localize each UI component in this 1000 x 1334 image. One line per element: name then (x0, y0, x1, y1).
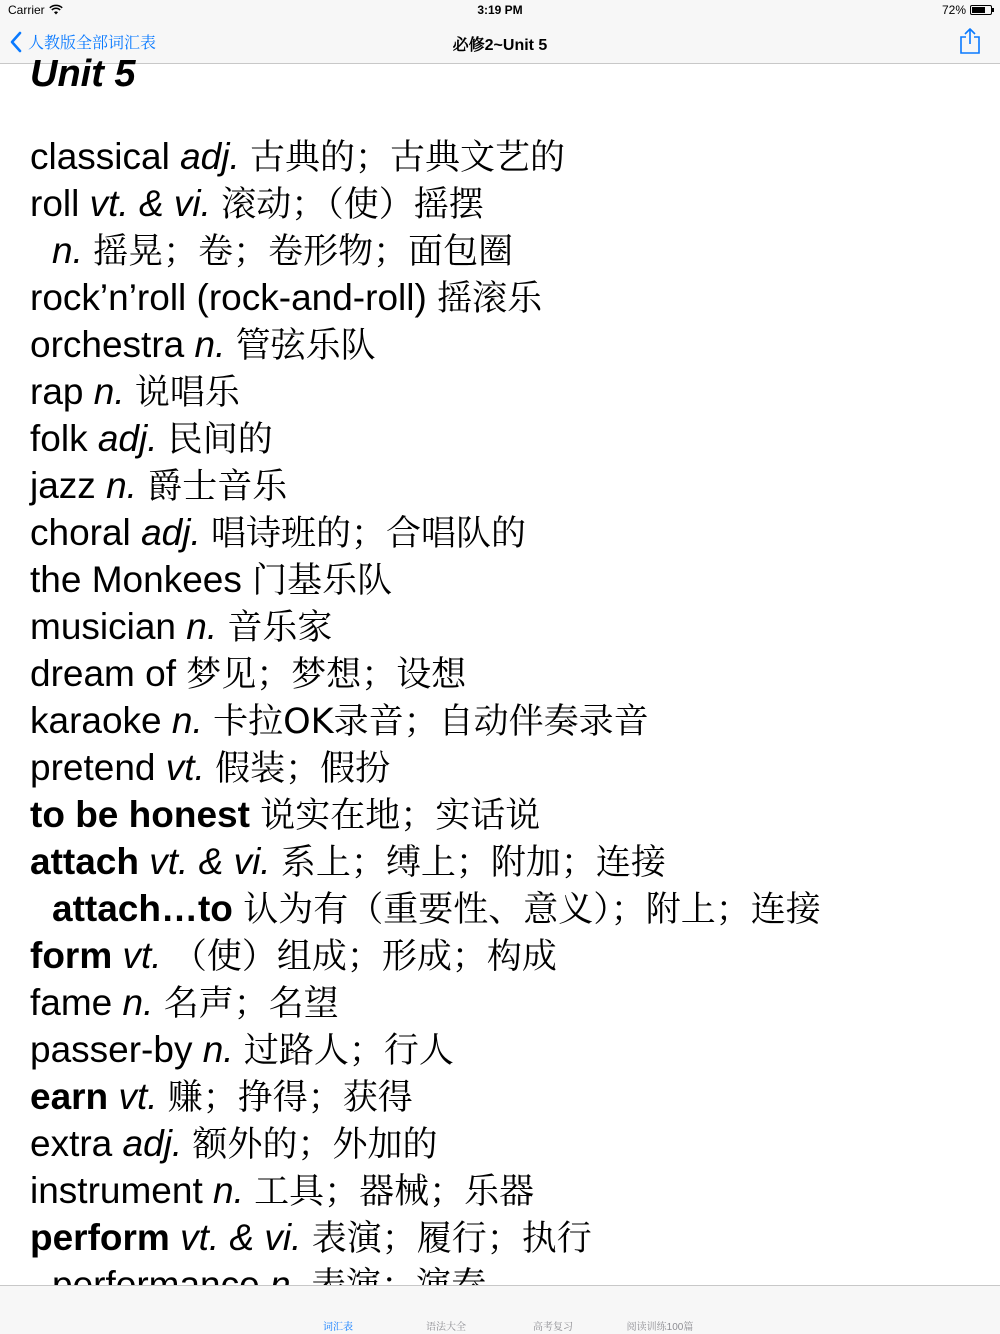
tab-item[interactable]: 高考复习 (533, 1322, 573, 1333)
vocab-part-of-speech: n. (106, 465, 137, 506)
vocab-entry (30, 227, 990, 274)
vocab-meaning: 管弦乐队 (235, 326, 376, 366)
vocab-meaning: 假装；假扮 (215, 749, 391, 789)
vocab-meaning: 工具；器械；乐器 (254, 1172, 535, 1212)
vocab-part-of-speech: vt. (118, 1076, 158, 1117)
vocab-entry (30, 838, 990, 885)
vocab-word: orchestra (30, 324, 185, 365)
vocab-entry (30, 979, 990, 1026)
vocab-word: jazz (30, 465, 96, 506)
vocab-word: roll (30, 183, 80, 224)
vocab-part-of-speech: vt. & vi. (89, 183, 211, 224)
vocab-entry (30, 1026, 990, 1073)
vocab-entry (30, 932, 990, 979)
vocab-meaning: 认为有（重要性、意义）；附上；连接 (243, 890, 821, 930)
vocab-entry (30, 1214, 990, 1261)
page-title: 必修2~Unit 5 (452, 37, 548, 54)
status-bar (0, 0, 1000, 20)
vocab-word: classical (30, 136, 170, 177)
vocab-word: choral (30, 512, 131, 553)
vocab-word: karaoke (30, 700, 162, 741)
vocab-entry (30, 321, 990, 368)
vocab-entry (30, 133, 990, 180)
vocab-meaning: 摇滚乐 (437, 279, 543, 319)
vocab-meaning: 过路人；行人 (243, 1031, 454, 1071)
vocab-meaning: 门基乐队 (252, 561, 393, 601)
vocab-entry (30, 368, 990, 415)
vocab-meaning: 说实在地；实话说 (260, 796, 541, 836)
vocab-part-of-speech: vt. (165, 747, 205, 788)
vocab-word: to be honest (30, 794, 250, 835)
vocab-part-of-speech: n. (52, 230, 83, 271)
vocab-part-of-speech: adj. (180, 136, 240, 177)
vocab-word: extra (30, 1123, 113, 1164)
vocab-entry (30, 462, 990, 509)
vocab-meaning: 爵士音乐 (147, 467, 288, 507)
share-icon[interactable] (958, 27, 982, 55)
vocab-word: instrument (30, 1170, 203, 1211)
vocab-word: rock’n’roll (rock-and-roll) (30, 277, 427, 318)
vocab-part-of-speech: n. (213, 1170, 244, 1211)
vocab-part-of-speech: vt. & vi. (149, 841, 271, 882)
vocab-part-of-speech: n. (93, 371, 125, 412)
tab-item[interactable]: 阅读训练100篇 (626, 1322, 694, 1333)
vocab-word: folk (30, 418, 88, 459)
back-button-label: 人教版全部词汇表 (28, 35, 157, 52)
tab-bar (0, 1285, 1000, 1334)
vocab-entry (30, 744, 990, 791)
vocab-entry (30, 180, 990, 227)
vocab-word: dream of (30, 653, 177, 694)
vocab-meaning: 梦见；梦想；设想 (186, 655, 467, 695)
vocab-part-of-speech: vt. (122, 935, 162, 976)
vocab-entry (30, 556, 990, 603)
vocab-meaning: 民间的 (167, 420, 273, 460)
carrier-label: Carrier (8, 3, 45, 17)
vocab-part-of-speech: n. (202, 1029, 234, 1070)
tab-item[interactable]: 语法大全 (426, 1322, 466, 1333)
vocab-meaning: 滚动；（使）摇摆 (221, 185, 484, 225)
vocab-word: musician (30, 606, 176, 647)
vocab-meaning: 额外的；外加的 (192, 1125, 438, 1165)
vocab-meaning: 古典的；古典文艺的 (250, 138, 566, 178)
vocab-part-of-speech: n. (194, 324, 226, 365)
vocab-word: form (30, 935, 113, 976)
vocab-meaning: 赚；挣得；获得 (167, 1078, 413, 1118)
vocab-word: fame (30, 982, 113, 1023)
vocab-meaning: 名声；名望 (163, 984, 339, 1024)
vocab-entry (30, 650, 990, 697)
vocab-meaning: 音乐家 (227, 608, 333, 648)
battery-fill (972, 7, 985, 13)
vocab-word: rap (30, 371, 84, 412)
vocab-meaning: （使）组成；形成；构成 (171, 937, 557, 977)
navigation-bar (0, 20, 1000, 64)
vocab-entry (30, 697, 990, 744)
status-right (942, 3, 992, 17)
vocab-entry (30, 1120, 990, 1167)
vocab-part-of-speech: n. (171, 700, 203, 741)
status-time: 3:19 PM (477, 3, 523, 17)
battery-percent: 72% (941, 3, 966, 17)
vocab-part-of-speech: adj. (122, 1123, 183, 1164)
vocab-word: the Monkees (30, 559, 242, 600)
vocab-entry (30, 274, 990, 321)
vocab-meaning: 唱诗班的；合唱队的 (211, 514, 527, 554)
vocab-part-of-speech: adj. (141, 512, 201, 553)
vocab-entry (30, 603, 990, 650)
vocab-entry (30, 1073, 990, 1120)
vocab-word: perform (30, 1217, 170, 1258)
vocab-entry (30, 1167, 990, 1214)
battery-icon (970, 5, 992, 15)
vocab-meaning: 表演；履行；执行 (311, 1219, 592, 1259)
vocab-meaning: 卡拉OK录音；自动伴奏录音 (213, 702, 649, 742)
vocab-meaning: 系上；缚上；附加；连接 (280, 843, 666, 883)
vocab-entry (30, 885, 990, 932)
vocab-word: passer-by (30, 1029, 193, 1070)
vocab-part-of-speech: vt. & vi. (180, 1217, 302, 1258)
vocab-meaning: 说唱乐 (134, 373, 240, 413)
vocab-entry (30, 415, 990, 462)
unit-title: Unit 5 (30, 53, 136, 95)
vocabulary-list (30, 133, 990, 1308)
vocab-entry (30, 509, 990, 556)
vocab-part-of-speech: adj. (97, 418, 158, 459)
vocab-part-of-speech: n. (122, 982, 154, 1023)
tab-item[interactable]: 词汇表 (323, 1322, 353, 1333)
vocab-word: attach (30, 841, 139, 882)
vocab-part-of-speech: n. (186, 606, 218, 647)
vocab-entry (30, 791, 990, 838)
vocabulary-content[interactable] (0, 53, 1000, 1285)
vocab-word: earn (30, 1076, 109, 1117)
vocab-meaning: 摇晃；卷；卷形物；面包圈 (93, 232, 514, 272)
vocab-word: pretend (30, 747, 166, 788)
vocab-word: attach…to (52, 888, 233, 929)
